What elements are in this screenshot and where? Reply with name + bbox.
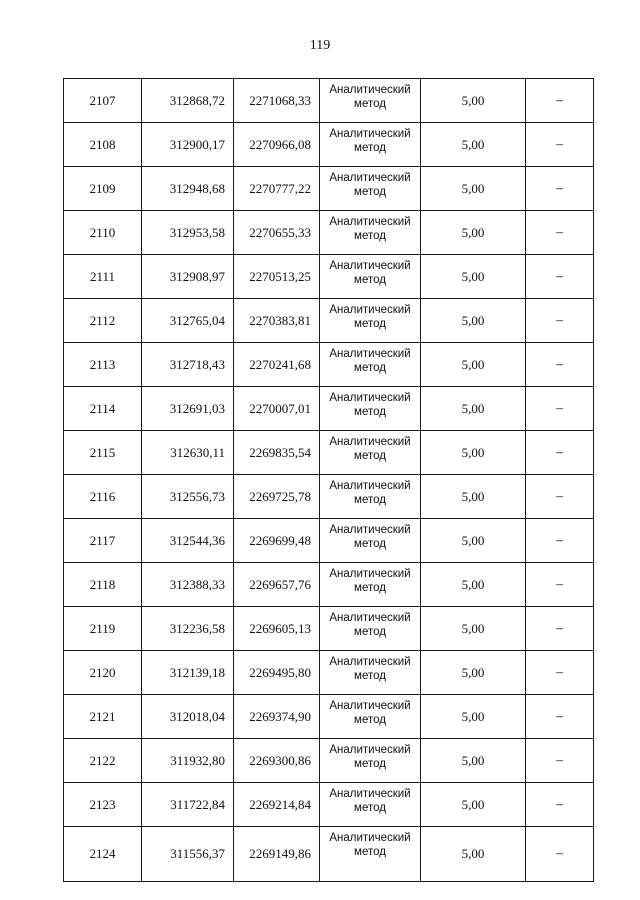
table-row — [64, 563, 594, 607]
y-coordinate-cell: 2270655,33 — [234, 211, 320, 255]
accuracy-cell: 5,00 — [421, 211, 526, 255]
note-cell: – — [526, 167, 594, 211]
y-coordinate-cell: 2270383,81 — [234, 299, 320, 343]
x-coordinate-cell: 312765,04 — [142, 299, 234, 343]
method-line-1: Аналитический — [329, 216, 411, 228]
accuracy-cell: 5,00 — [421, 783, 526, 827]
method-cell — [320, 387, 421, 431]
table-row — [64, 431, 594, 475]
point-id-cell: 2109 — [64, 167, 142, 211]
y-coordinate-cell: 2269835,54 — [234, 431, 320, 475]
method-cell — [320, 607, 421, 651]
point-id-cell: 2120 — [64, 651, 142, 695]
method-line-2: метод — [354, 142, 386, 154]
method-line-2: метод — [354, 670, 386, 682]
method-line-1: Аналитический — [329, 524, 411, 536]
method-cell — [320, 519, 421, 563]
method-line-2: метод — [354, 846, 386, 858]
method-cell — [320, 563, 421, 607]
method-line-2: метод — [354, 362, 386, 374]
method-cell — [320, 475, 421, 519]
table-row — [64, 79, 594, 123]
table-row — [64, 519, 594, 563]
x-coordinate-cell: 311932,80 — [142, 739, 234, 783]
table-row — [64, 343, 594, 387]
point-id-cell: 2116 — [64, 475, 142, 519]
note-cell: – — [526, 211, 594, 255]
accuracy-cell: 5,00 — [421, 299, 526, 343]
note-cell: – — [526, 79, 594, 123]
method-line-2: метод — [354, 186, 386, 198]
point-id-cell: 2114 — [64, 387, 142, 431]
point-id-cell: 2113 — [64, 343, 142, 387]
x-coordinate-cell: 312868,72 — [142, 79, 234, 123]
y-coordinate-cell: 2270241,68 — [234, 343, 320, 387]
method-line-2: метод — [354, 582, 386, 594]
point-id-cell: 2118 — [64, 563, 142, 607]
method-line-1: Аналитический — [329, 612, 411, 624]
method-line-1: Аналитический — [329, 172, 411, 184]
y-coordinate-cell: 2269214,84 — [234, 783, 320, 827]
point-id-cell: 2119 — [64, 607, 142, 651]
method-cell — [320, 431, 421, 475]
note-cell: – — [526, 431, 594, 475]
x-coordinate-cell: 312236,58 — [142, 607, 234, 651]
x-coordinate-cell: 312139,18 — [142, 651, 234, 695]
method-line-1: Аналитический — [329, 260, 411, 272]
accuracy-cell: 5,00 — [421, 827, 526, 882]
method-line-2: метод — [354, 318, 386, 330]
point-id-cell: 2115 — [64, 431, 142, 475]
accuracy-cell: 5,00 — [421, 695, 526, 739]
method-line-2: метод — [354, 98, 386, 110]
accuracy-cell: 5,00 — [421, 255, 526, 299]
table-body — [64, 79, 594, 882]
table-row — [64, 651, 594, 695]
method-cell — [320, 167, 421, 211]
y-coordinate-cell: 2270777,22 — [234, 167, 320, 211]
y-coordinate-cell: 2269605,13 — [234, 607, 320, 651]
method-cell — [320, 651, 421, 695]
accuracy-cell: 5,00 — [421, 79, 526, 123]
x-coordinate-cell: 312630,11 — [142, 431, 234, 475]
note-cell: – — [526, 123, 594, 167]
x-coordinate-cell: 311556,37 — [142, 827, 234, 882]
method-line-2: метод — [354, 450, 386, 462]
coordinates-table — [63, 78, 594, 882]
method-line-1: Аналитический — [329, 744, 411, 756]
method-line-1: Аналитический — [329, 700, 411, 712]
method-cell — [320, 299, 421, 343]
y-coordinate-cell: 2269699,48 — [234, 519, 320, 563]
y-coordinate-cell: 2269725,78 — [234, 475, 320, 519]
note-cell: – — [526, 695, 594, 739]
note-cell: – — [526, 827, 594, 882]
y-coordinate-cell: 2271068,33 — [234, 79, 320, 123]
y-coordinate-cell: 2269300,86 — [234, 739, 320, 783]
method-cell — [320, 211, 421, 255]
point-id-cell: 2108 — [64, 123, 142, 167]
x-coordinate-cell: 312556,73 — [142, 475, 234, 519]
point-id-cell: 2124 — [64, 827, 142, 882]
accuracy-cell: 5,00 — [421, 167, 526, 211]
table-row — [64, 783, 594, 827]
method-line-2: метод — [354, 714, 386, 726]
accuracy-cell: 5,00 — [421, 651, 526, 695]
point-id-cell: 2117 — [64, 519, 142, 563]
y-coordinate-cell: 2269657,76 — [234, 563, 320, 607]
method-cell — [320, 739, 421, 783]
x-coordinate-cell: 312953,58 — [142, 211, 234, 255]
y-coordinate-cell: 2270007,01 — [234, 387, 320, 431]
note-cell: – — [526, 563, 594, 607]
note-cell: – — [526, 519, 594, 563]
x-coordinate-cell: 312718,43 — [142, 343, 234, 387]
point-id-cell: 2110 — [64, 211, 142, 255]
method-line-2: метод — [354, 626, 386, 638]
table-row — [64, 167, 594, 211]
method-line-2: метод — [354, 274, 386, 286]
point-id-cell: 2121 — [64, 695, 142, 739]
table-row — [64, 475, 594, 519]
point-id-cell: 2122 — [64, 739, 142, 783]
y-coordinate-cell: 2270966,08 — [234, 123, 320, 167]
method-line-2: метод — [354, 406, 386, 418]
method-line-1: Аналитический — [329, 788, 411, 800]
table-row — [64, 387, 594, 431]
note-cell: – — [526, 739, 594, 783]
note-cell: – — [526, 299, 594, 343]
method-line-1: Аналитический — [329, 84, 411, 96]
y-coordinate-cell: 2269149,86 — [234, 827, 320, 882]
note-cell: – — [526, 783, 594, 827]
accuracy-cell: 5,00 — [421, 519, 526, 563]
point-id-cell: 2112 — [64, 299, 142, 343]
accuracy-cell: 5,00 — [421, 475, 526, 519]
point-id-cell: 2123 — [64, 783, 142, 827]
method-line-1: Аналитический — [329, 832, 411, 844]
accuracy-cell: 5,00 — [421, 387, 526, 431]
x-coordinate-cell: 312691,03 — [142, 387, 234, 431]
method-cell — [320, 343, 421, 387]
x-coordinate-cell: 312948,68 — [142, 167, 234, 211]
table-row — [64, 211, 594, 255]
method-line-2: метод — [354, 802, 386, 814]
table-row — [64, 695, 594, 739]
y-coordinate-cell: 2270513,25 — [234, 255, 320, 299]
y-coordinate-cell: 2269495,80 — [234, 651, 320, 695]
accuracy-cell: 5,00 — [421, 343, 526, 387]
x-coordinate-cell: 312900,17 — [142, 123, 234, 167]
x-coordinate-cell: 312544,36 — [142, 519, 234, 563]
table-row — [64, 607, 594, 651]
method-line-1: Аналитический — [329, 436, 411, 448]
note-cell: – — [526, 607, 594, 651]
method-cell — [320, 79, 421, 123]
page-number: 119 — [309, 38, 331, 53]
method-line-2: метод — [354, 538, 386, 550]
y-coordinate-cell: 2269374,90 — [234, 695, 320, 739]
method-cell — [320, 695, 421, 739]
x-coordinate-cell: 312908,97 — [142, 255, 234, 299]
point-id-cell: 2111 — [64, 255, 142, 299]
method-line-2: метод — [354, 230, 386, 242]
accuracy-cell: 5,00 — [421, 607, 526, 651]
method-line-1: Аналитический — [329, 392, 411, 404]
method-line-1: Аналитический — [329, 656, 411, 668]
x-coordinate-cell: 312388,33 — [142, 563, 234, 607]
note-cell: – — [526, 651, 594, 695]
note-cell: – — [526, 255, 594, 299]
method-line-1: Аналитический — [329, 128, 411, 140]
method-cell — [320, 255, 421, 299]
note-cell: – — [526, 387, 594, 431]
method-cell — [320, 123, 421, 167]
method-line-1: Аналитический — [329, 304, 411, 316]
table-row — [64, 739, 594, 783]
table-row — [64, 255, 594, 299]
method-line-1: Аналитический — [329, 568, 411, 580]
method-line-2: метод — [354, 758, 386, 770]
table-row — [64, 123, 594, 167]
table-row — [64, 299, 594, 343]
table-row — [64, 827, 594, 882]
accuracy-cell: 5,00 — [421, 123, 526, 167]
method-cell — [320, 783, 421, 827]
accuracy-cell: 5,00 — [421, 563, 526, 607]
method-line-2: метод — [354, 494, 386, 506]
method-cell — [320, 827, 421, 882]
accuracy-cell: 5,00 — [421, 739, 526, 783]
point-id-cell: 2107 — [64, 79, 142, 123]
note-cell: – — [526, 343, 594, 387]
method-line-1: Аналитический — [329, 348, 411, 360]
x-coordinate-cell: 311722,84 — [142, 783, 234, 827]
x-coordinate-cell: 312018,04 — [142, 695, 234, 739]
accuracy-cell: 5,00 — [421, 431, 526, 475]
method-line-1: Аналитический — [329, 480, 411, 492]
note-cell: – — [526, 475, 594, 519]
